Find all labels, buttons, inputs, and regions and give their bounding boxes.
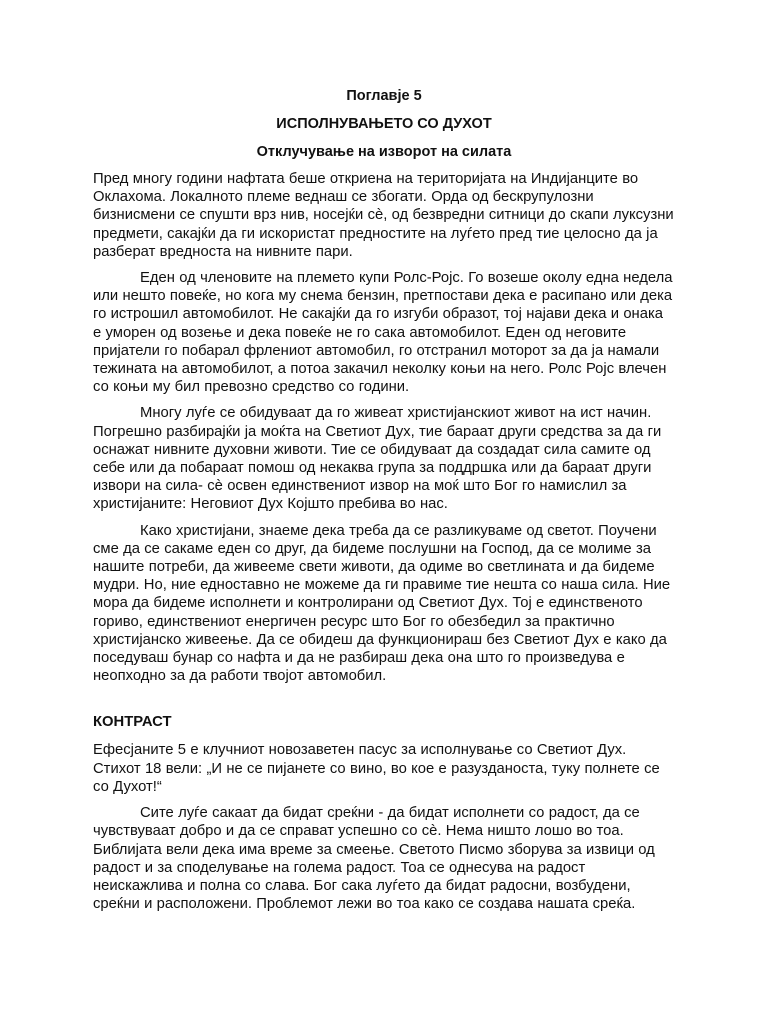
paragraph-ephesians: Ефесјаните 5 е клучниот новозаветен пасус за исполнување со Светиот Дух. Стихот 18 вели: „И не се пијанете со вино, во кое е разузданоста, туку полнете се со Духот!“: [93, 742, 660, 795]
paragraph-rolls-royce: Еден од членовите на племето купи Ролс-Ројс. Го возеше околу една недела или нешто повеќе, но кога му снема бензин, претпостави дека е расипано или дека го истрошил автомобилот. Не сакајќи да го изгуби образот, тој најави дека и онака е уморен од возење и дека повеќе не го сака автомобилот. Еден од неговите пријатели го побарал фрлениот автомобил, го отстранил моторот за да ја намали тежината на автомобилот, а потоа закачил неколку коњи на него. Ролс Ројс влечен со коњи му бил превозно средство со години.: [93, 270, 673, 396]
paragraph-holy-spirit: Како христијани, знаеме дека треба да се разликуваме од светот. Поучени сме да се сакаме еден со друг, да бидеме послушни на Господ, да се молиме за нашите потреби, да живееме свети животи, да одиме во светлината и да бидеме мудри. Но, ние едноставно не можеме да ги правиме тие нешта со наша сила. Ние мора да бидеме исполнети и контролирани од Светиот Дух. Тој е единственото гориво, единствениот енергичен ресурс што Бог го обезбедил за практично христијанско живеење. Да се обидеш да функционираш без Светиот Дух е како да поседуваш бунар со нафта и да не разбираш дека она што го произведува е неопходно за да работи твојот автомобил.: [93, 522, 671, 685]
chapter-label: Поглавје 5: [346, 88, 422, 104]
paragraph-christian-life: Многу луѓе се обидуваат да го живеат христијанскиот живот на ист начин. Погрешно разбирајќи ја моќта на Светиот Дух, тие бараат други средства за да ги оснажат нивните духовни животи. Тие се обидуваат да создадат сила самите од себе или да побараат помош од некаква група за поддршка или да бараат други извори на сила- сè освен единствениот извор на моќ што Бог го намислил за христијаните: Неговиот Дух Којшто пребива во нас.: [93, 405, 662, 513]
document-page: [93, 86, 675, 921]
paragraph-happiness: Сите луѓе сакаат да бидат среќни - да бидат исполнети со радост, да се чувствуваат добро и да се справат успешно со сè. Нема ништо лошо во тоа. Библијата вели дека има време за смеење. Светото Писмо зборува за извици од радост и за споделување на голема радост. Тоа се однесува на радост неискажлива и полна со слава. Бог сака луѓето да бидат радосни, возбудени, среќни и расположени. Проблемот лежи во тоа како се создава нашата среќа.: [93, 805, 655, 913]
section-heading-contrast: КОНТРАСТ: [93, 714, 172, 731]
chapter-subtitle: Отклучување на изворот на силата: [256, 144, 512, 160]
paragraph-intro: Пред многу години нафтата беше откриена на територијата на Индијанците во Оклахома. Локалното племе веднаш се збогати. Орда од бескрупулозни бизнисмени се спушти врз нив, носејќи сè, од безвредни ситници до скапи луксузни предмети, сакајќи да ги искористат предностите на луѓето пред тие целосно да ја разберат вредноста на нивните пари.: [93, 171, 674, 260]
chapter-title: ИСПОЛНУВАЊЕТО СО ДУХОТ: [276, 116, 492, 132]
